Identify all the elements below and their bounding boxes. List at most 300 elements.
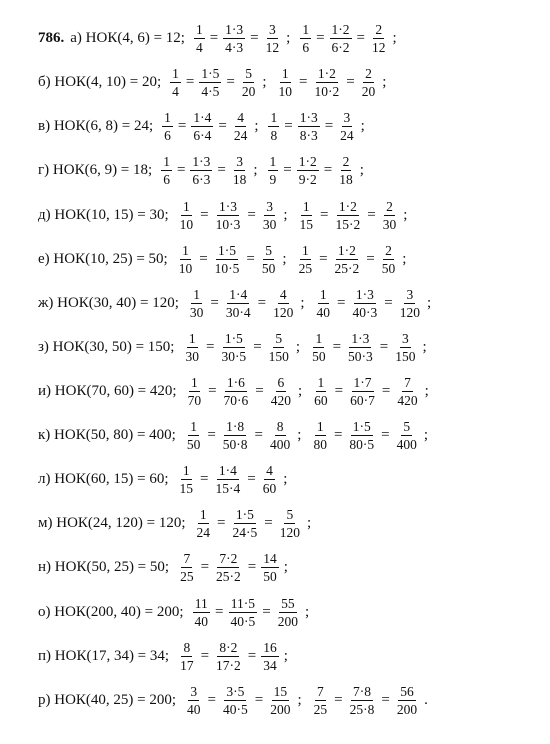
numerator: 1·3 — [225, 21, 244, 37]
numerator: 7·2 — [219, 550, 238, 566]
fraction — [224, 287, 253, 320]
denominator: 120 — [279, 524, 300, 540]
equals-sign: = — [333, 426, 343, 443]
fraction — [393, 331, 417, 364]
exercise-row — [38, 16, 405, 60]
denominator: 25 — [313, 701, 328, 717]
exercise-row — [38, 413, 436, 457]
denominator: 9 — [269, 171, 277, 187]
denominator: 10·2 — [314, 83, 340, 99]
numerator: 7 — [404, 374, 411, 390]
equals-sign: = — [262, 603, 271, 620]
fraction — [214, 199, 243, 232]
exercise-row — [38, 369, 437, 413]
denominator: 15 — [299, 216, 314, 232]
fraction — [191, 110, 213, 143]
denominator: 40·5 — [223, 701, 248, 717]
numerator: 2 — [385, 242, 392, 258]
fraction — [223, 22, 245, 55]
equals-sign: = — [200, 647, 210, 664]
lcm-statement: р) НОК(40, 25) = 200; — [38, 691, 177, 708]
equals-sign: = — [253, 338, 262, 355]
fraction — [268, 684, 292, 717]
denominator: 8 — [270, 127, 278, 143]
denominator: 420 — [397, 392, 418, 408]
denominator: 8·3 — [299, 127, 318, 143]
denominator: 24 — [233, 127, 248, 143]
numerator: 1 — [302, 198, 310, 214]
equals-sign: = — [283, 161, 292, 178]
numerator: 1 — [195, 21, 203, 37]
fraction — [261, 463, 279, 496]
equals-sign: = — [316, 29, 325, 46]
exercise-row — [38, 545, 296, 589]
lcm-statement: д) НОК(10, 15) = 30; — [38, 206, 169, 223]
numerator: 1 — [164, 109, 171, 125]
denominator: 9·2 — [298, 171, 317, 187]
equals-sign: = — [284, 117, 293, 134]
fraction — [348, 684, 377, 717]
exercise-row — [38, 237, 414, 281]
fraction — [261, 551, 279, 584]
fraction — [231, 154, 249, 187]
denominator: 120 — [399, 304, 420, 320]
fraction — [346, 331, 375, 364]
denominator: 10 — [278, 83, 293, 99]
numerator: 1·2 — [337, 242, 356, 258]
fraction — [271, 287, 295, 320]
fraction — [313, 66, 342, 99]
fraction — [278, 507, 302, 540]
lcm-statement: и) НОК(70, 60) = 420; — [38, 382, 177, 399]
denominator: 60 — [262, 480, 277, 496]
numerator: 1 — [315, 330, 323, 346]
equals-sign: = — [299, 73, 308, 90]
equals-sign: = — [257, 294, 267, 311]
denominator: 20 — [241, 83, 256, 99]
denominator: 30 — [185, 348, 199, 364]
numerator: 14 — [263, 550, 277, 566]
numerator: 1 — [182, 242, 189, 258]
separator: ; — [295, 338, 301, 355]
equals-sign: = — [381, 691, 390, 708]
numerator: 16 — [263, 639, 277, 655]
separator: ; — [359, 161, 364, 178]
fraction — [178, 551, 196, 584]
fraction — [310, 331, 328, 364]
fraction — [240, 66, 258, 99]
separator: ; — [286, 29, 291, 46]
lcm-statement: з) НОК(30, 50) = 150; — [38, 338, 175, 355]
fraction — [298, 110, 320, 143]
separator: ; — [283, 470, 288, 487]
numerator: 1 — [193, 286, 201, 302]
equals-sign: = — [247, 470, 256, 487]
fraction — [333, 243, 362, 276]
denominator: 400 — [396, 436, 417, 452]
numerator: 1·2 — [331, 21, 350, 37]
denominator: 30·4 — [225, 304, 251, 320]
denominator: 40 — [316, 304, 331, 320]
denominator: 18 — [232, 171, 247, 187]
separator: ; — [253, 161, 258, 178]
numerator: 6 — [277, 374, 285, 390]
fraction — [330, 22, 352, 55]
equals-sign: = — [207, 691, 217, 708]
numerator: 5 — [275, 330, 283, 346]
numerator: 1 — [319, 286, 327, 302]
exercise-row — [38, 457, 295, 501]
denominator: 50 — [312, 348, 326, 364]
denominator: 50·3 — [348, 348, 373, 364]
equals-sign: = — [319, 250, 328, 267]
lcm-statement: м) НОК(24, 120) = 120; — [38, 514, 186, 531]
equals-sign: = — [247, 558, 257, 575]
numerator: 2 — [342, 153, 350, 169]
numerator: 5 — [245, 65, 252, 81]
denominator: 60 — [314, 392, 328, 408]
exercise-row — [38, 193, 415, 237]
numerator: 5 — [403, 418, 411, 434]
numerator: 4 — [266, 462, 273, 478]
denominator: 10·3 — [215, 216, 241, 232]
fraction — [261, 199, 279, 232]
denominator: 24 — [340, 127, 354, 143]
numerator: 1·2 — [317, 65, 336, 81]
numerator: 1·2 — [298, 153, 317, 169]
fraction — [338, 110, 356, 143]
numerator: 1·6 — [226, 374, 245, 390]
denominator: 50·8 — [222, 436, 248, 452]
fraction — [185, 684, 203, 717]
equals-sign: = — [215, 603, 224, 620]
denominator: 18 — [339, 171, 353, 187]
fraction — [183, 331, 201, 364]
denominator: 12 — [372, 39, 386, 55]
separator: ; — [297, 691, 302, 708]
numerator: 3·5 — [226, 683, 245, 699]
lcm-statement: к) НОК(50, 80) = 400; — [38, 426, 176, 443]
lcm-statement: л) НОК(60, 15) = 60; — [38, 470, 169, 487]
denominator: 50 — [381, 260, 396, 276]
fraction — [267, 331, 291, 364]
fraction — [298, 199, 316, 232]
equals-sign: = — [332, 338, 342, 355]
numerator: 3 — [402, 330, 409, 346]
numerator: 8 — [183, 639, 191, 655]
exercise-row — [38, 104, 373, 148]
numerator: 1·4 — [218, 462, 237, 478]
numerator: 4 — [237, 109, 244, 125]
numerator: 1·4 — [229, 286, 248, 302]
denominator: 20 — [361, 83, 376, 99]
separator: ; — [283, 206, 288, 223]
denominator: 17·2 — [216, 657, 241, 673]
numerator: 1·7 — [353, 374, 372, 390]
separator: ; — [300, 294, 305, 311]
separator: ; — [422, 338, 427, 355]
numerator: 7 — [317, 683, 324, 699]
fraction — [268, 110, 279, 143]
equals-sign: = — [366, 250, 375, 267]
equals-sign: = — [246, 250, 255, 267]
numerator: 1 — [199, 506, 207, 522]
equals-sign: = — [185, 73, 195, 90]
denominator: 30·5 — [221, 348, 247, 364]
numerator: 1 — [301, 242, 309, 258]
fraction — [395, 419, 419, 452]
exercise-row — [38, 60, 394, 104]
denominator: 4·5 — [201, 83, 220, 99]
numerator: 1·3 — [351, 330, 370, 346]
denominator: 6·4 — [193, 127, 212, 143]
separator: ; — [254, 117, 259, 134]
lcm-statement: г) НОК(6, 9) = 18; — [38, 161, 153, 178]
denominator: 10 — [179, 216, 194, 232]
fraction — [162, 110, 173, 143]
numerator: 11·5 — [230, 595, 256, 611]
fraction — [350, 287, 379, 320]
separator: ; — [392, 29, 397, 46]
numerator: 15 — [273, 683, 288, 699]
numerator: 1 — [188, 330, 196, 346]
fraction — [214, 640, 243, 673]
equals-sign: = — [346, 73, 355, 90]
denominator: 30 — [382, 216, 397, 232]
fraction — [221, 419, 250, 452]
exercise-row — [38, 678, 436, 722]
equals-sign: = — [200, 206, 209, 223]
exercise-row — [38, 325, 435, 369]
fraction — [297, 154, 319, 187]
denominator: 40·5 — [230, 613, 256, 629]
fraction — [398, 287, 422, 320]
separator: ; — [282, 250, 287, 267]
denominator: 50 — [186, 436, 201, 452]
equals-sign: = — [254, 691, 264, 708]
denominator: 70 — [187, 392, 202, 408]
denominator: 6 — [302, 39, 310, 55]
denominator: 60·7 — [350, 392, 375, 408]
fraction — [199, 66, 221, 99]
denominator: 200 — [270, 701, 291, 717]
fraction — [360, 66, 378, 99]
equals-sign: = — [250, 29, 259, 46]
numerator: 1·3 — [219, 198, 238, 214]
equals-sign: = — [199, 250, 208, 267]
fraction — [297, 243, 315, 276]
lcm-statement: п) НОК(17, 34) = 34; — [38, 647, 170, 664]
fraction — [178, 199, 196, 232]
fraction — [221, 684, 250, 717]
fraction — [312, 684, 330, 717]
fraction — [381, 199, 399, 232]
denominator: 50 — [263, 568, 277, 584]
fraction — [222, 375, 251, 408]
lcm-statement: н) НОК(50, 25) = 50; — [38, 558, 170, 575]
numerator: 1 — [316, 418, 324, 434]
fraction — [380, 243, 398, 276]
numerator: 1 — [190, 418, 197, 434]
denominator: 50 — [261, 260, 276, 276]
denominator: 6·3 — [192, 171, 211, 187]
separator: ; — [423, 426, 429, 443]
equals-sign: = — [367, 206, 376, 223]
numerator: 1 — [302, 21, 310, 37]
equals-sign: = — [381, 382, 391, 399]
denominator: 34 — [263, 657, 277, 673]
equals-sign: = — [218, 117, 227, 134]
numerator: 8·2 — [219, 639, 238, 655]
exercise-row — [38, 501, 319, 545]
denominator: 17 — [180, 657, 194, 673]
numerator: 3 — [269, 21, 276, 37]
fraction — [312, 375, 330, 408]
denominator: 6 — [163, 171, 170, 187]
equals-sign: = — [384, 294, 393, 311]
denominator: 25 — [298, 260, 313, 276]
lcm-statement: б) НОК(4, 10) = 20; — [38, 73, 162, 90]
numerator: 56 — [400, 683, 414, 699]
denominator: 200 — [396, 701, 418, 717]
equals-sign: = — [209, 29, 219, 46]
denominator: 40·3 — [352, 304, 378, 320]
fraction — [170, 66, 181, 99]
fraction — [190, 154, 212, 187]
fraction — [188, 287, 206, 320]
denominator: 200 — [277, 613, 298, 629]
problem-number: 786. — [38, 29, 65, 46]
numerator: 4 — [279, 286, 287, 302]
equals-sign: = — [200, 558, 210, 575]
denominator: 4 — [172, 83, 179, 99]
separator: ; — [283, 647, 288, 664]
equals-sign: = — [205, 338, 215, 355]
numerator: 1 — [270, 109, 278, 125]
fraction — [337, 154, 355, 187]
numerator: 1·5 — [235, 506, 254, 522]
fraction — [193, 596, 211, 629]
fraction — [370, 22, 388, 55]
equals-sign: = — [323, 161, 333, 178]
equals-sign: = — [356, 29, 365, 46]
fraction — [177, 243, 195, 276]
fraction — [178, 463, 196, 496]
separator: ; — [306, 514, 312, 531]
fraction — [300, 22, 311, 55]
numerator: 3 — [266, 198, 273, 214]
numerator: 2 — [365, 65, 372, 81]
fraction — [195, 507, 213, 540]
equals-sign: = — [337, 294, 346, 311]
fraction — [276, 596, 300, 629]
fraction — [348, 375, 377, 408]
lcm-statement: о) НОК(200, 40) = 200; — [38, 603, 184, 620]
denominator: 15·4 — [215, 480, 241, 496]
separator: ; — [403, 206, 408, 223]
denominator: 420 — [270, 392, 291, 408]
lcm-statement: в) НОК(6, 8) = 24; — [38, 117, 154, 134]
denominator: 24 — [196, 524, 211, 540]
fraction — [395, 375, 419, 408]
separator: ; — [304, 603, 310, 620]
fraction — [161, 154, 172, 187]
fraction — [311, 419, 329, 452]
fraction — [260, 243, 278, 276]
fraction — [213, 243, 242, 276]
separator: ; — [402, 250, 407, 267]
denominator: 12 — [265, 39, 280, 55]
equals-sign: = — [176, 161, 186, 178]
numerator: 2 — [375, 21, 383, 37]
denominator: 6 — [164, 127, 171, 143]
denominator: 400 — [270, 436, 291, 452]
fraction — [194, 22, 205, 55]
numerator: 1 — [317, 374, 325, 390]
lcm-statement: а) НОК(4, 6) = 12; — [70, 29, 185, 46]
numerator: 3 — [343, 109, 351, 125]
fraction — [219, 331, 248, 364]
numerator: 3 — [190, 683, 198, 699]
numerator: 1·5 — [352, 418, 371, 434]
denominator: 40 — [194, 613, 209, 629]
exercise-row — [38, 634, 296, 678]
denominator: 80·5 — [349, 436, 375, 452]
denominator: 15·2 — [335, 216, 361, 232]
equals-sign: = — [247, 647, 257, 664]
equals-sign: = — [264, 514, 273, 531]
numerator: 1·3 — [192, 153, 211, 169]
numerator: 1 — [269, 153, 277, 169]
numerator: 1·5 — [218, 242, 237, 258]
equals-sign: = — [217, 161, 226, 178]
denominator: 10 — [178, 260, 193, 276]
exercise-row — [38, 590, 317, 634]
fraction — [185, 419, 203, 452]
numerator: 1 — [182, 462, 190, 478]
denominator: 24·5 — [232, 524, 258, 540]
fraction — [232, 110, 250, 143]
separator: ; — [283, 558, 288, 575]
separator: ; — [424, 382, 429, 399]
denominator: 4·3 — [225, 39, 244, 55]
fraction — [277, 66, 295, 99]
denominator: 6·2 — [331, 39, 350, 55]
equals-sign: = — [217, 514, 226, 531]
denominator: 25·2 — [334, 260, 360, 276]
numerator: 1 — [172, 65, 179, 81]
equals-sign: = — [334, 691, 343, 708]
separator: . — [424, 691, 428, 708]
denominator: 25 — [180, 568, 194, 584]
fraction — [269, 375, 293, 408]
numerator: 1·5 — [201, 65, 220, 81]
denominator: 30 — [262, 216, 277, 232]
equals-sign: = — [208, 382, 217, 399]
equals-sign: = — [379, 338, 389, 355]
fraction — [264, 22, 282, 55]
numerator: 1 — [281, 65, 289, 81]
exercise-row — [38, 281, 439, 325]
denominator: 80 — [313, 436, 327, 452]
fraction — [231, 507, 260, 540]
fraction — [229, 596, 258, 629]
denominator: 40 — [187, 701, 201, 717]
denominator: 30 — [189, 304, 204, 320]
numerator: 1·3 — [299, 109, 318, 125]
separator: ; — [382, 73, 387, 90]
numerator: 5 — [286, 506, 294, 522]
